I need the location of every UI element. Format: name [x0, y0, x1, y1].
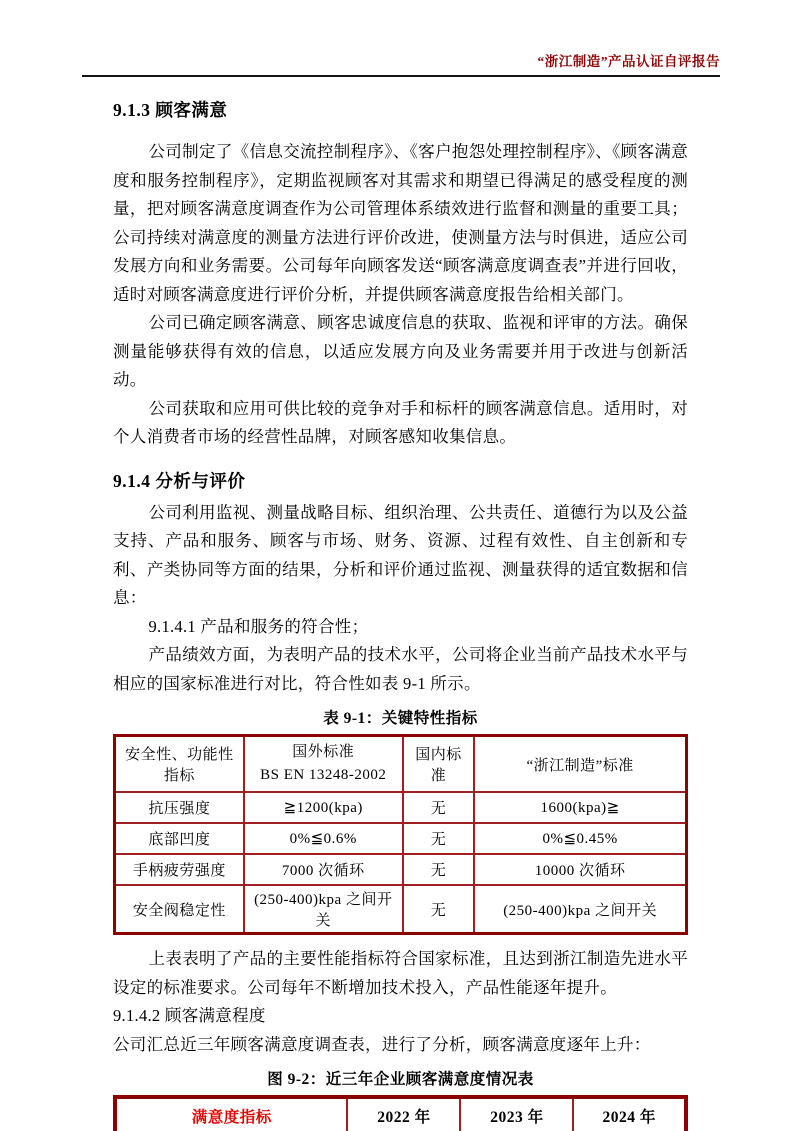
- table-cell: 无: [403, 792, 475, 823]
- table-row: [115, 823, 687, 854]
- table-cell: (250-400)kpa 之间开关: [244, 885, 403, 934]
- satisfaction-indicator-header: 满意度指标: [115, 1097, 347, 1131]
- table-cell: 1600(kpa)≧: [474, 792, 686, 823]
- table-cell: 7000 次循环: [244, 854, 403, 885]
- table-cell: 无: [403, 854, 475, 885]
- paragraph-914-1: 公司利用监视、测量战略目标、组织治理、公共责任、道德行为以及公益支持、产品和服务、顾客与市场、财务、资源、过程有效性、自主创新和专利、产类协同等方面的结果，分析和评价通过监视、测量获得的适宜数据和信息：: [113, 502, 688, 607]
- foreign-standard-line1: 国外标准: [292, 744, 355, 760]
- year-2023-header: 2023 年: [460, 1097, 573, 1131]
- subsection-heading-9141: 9.1.4.1 产品和服务的符合性；: [148, 616, 369, 636]
- paragraph-9141-1: 产品绩效方面，为表明产品的技术水平，公司将企业当前产品技术水平与相应的国家标准进行对比，符合性如表 9-1 所示。: [113, 645, 688, 693]
- paragraph-913-3: 公司获取和应用可供比较的竞争对手和标杆的顾客满意信息。适用时，对个人消费者市场的经营性品牌，对顾客感知收集信息。: [113, 398, 688, 446]
- page-content: [113, 97, 688, 1131]
- key-characteristics-table: [113, 734, 688, 935]
- page-header: [82, 0, 720, 77]
- table-cell: (250-400)kpa 之间开关: [474, 885, 686, 934]
- table1-header-indicator: 安全性、功能性指标: [115, 736, 244, 793]
- paragraph-913-1: 公司制定了《信息交流控制程序》、《客户抱怨处理控制程序》、《顾客满意度和服务控制程序》，定期监视顾客对其需求和期望已得满足的感受程度的测量，把对顾客满意度调查作为公司管理体系绩效进行监督和测量的重要工具；公司持续对满意度的测量方法进行评价改进，使测量方法与时俱进，适应公司发展方向和业务需要。公司每年向顾客发送“顾客满意度调查表”并进行回收，适时对顾客满意度进行评价分析，并提供顾客满意度报告给相关部门。: [113, 142, 688, 304]
- table-cell: 0%≦0.6%: [244, 823, 403, 854]
- table1-header-foreign-standard: [244, 736, 403, 793]
- table-cell: 安全阀稳定性: [115, 885, 244, 934]
- table1-header-domestic-standard: 国内标准: [403, 736, 475, 793]
- table-row: [115, 792, 687, 823]
- table-row: [115, 854, 687, 885]
- table-cell: 0%≦0.45%: [474, 823, 686, 854]
- table-cell: 10000 次循环: [474, 854, 686, 885]
- section-heading-914: 9.1.4 分析与评价: [113, 470, 246, 491]
- section-heading-913: 9.1.3 顾客满意: [113, 100, 228, 120]
- figure-table-header-row: [115, 1097, 686, 1131]
- table-cell: 无: [403, 823, 475, 854]
- figure2-caption: 图 9-2：近三年企业顾客满意度情况表: [267, 1071, 534, 1088]
- report-title: “浙江制造”产品认证自评报告: [537, 54, 720, 69]
- table1-header-zhejiang-standard: “浙江制造”标准: [474, 736, 686, 793]
- table1-caption: 表 9-1：关键特性指标: [323, 710, 478, 727]
- subsection-heading-9142: 9.1.4.2 顾客满意程度: [113, 1006, 266, 1025]
- table-cell: 抗压强度: [115, 792, 244, 823]
- paragraph-913-2: 公司已确定顾客满意、顾客忠诚度信息的获取、监视和评审的方法。确保测量能够获得有效的信息，以适应发展方向及业务需要并用于改进与创新活动。: [113, 313, 688, 389]
- table-cell: 底部凹度: [115, 823, 244, 854]
- table-cell: 手柄疲劳强度: [115, 854, 244, 885]
- customer-satisfaction-table: [113, 1095, 688, 1131]
- paragraph-after-table: 上表表明了产品的主要性能指标符合国家标准，且达到浙江制造先进水平设定的标准要求。公司每年不断增加技术投入，产品性能逐年提升。: [113, 949, 688, 997]
- table-cell: ≧1200(kpa): [244, 792, 403, 823]
- paragraph-9142-1: 公司汇总近三年顾客满意度调查表，进行了分析，顾客满意度逐年上升：: [113, 1034, 651, 1054]
- foreign-standard-line2: BS EN 13248-2002: [260, 767, 387, 783]
- year-2022-header: 2022 年: [347, 1097, 460, 1131]
- table-header-row: [115, 736, 687, 793]
- table-row: [115, 885, 687, 934]
- table-cell: 无: [403, 885, 475, 934]
- year-2024-header: 2024 年: [573, 1097, 686, 1131]
